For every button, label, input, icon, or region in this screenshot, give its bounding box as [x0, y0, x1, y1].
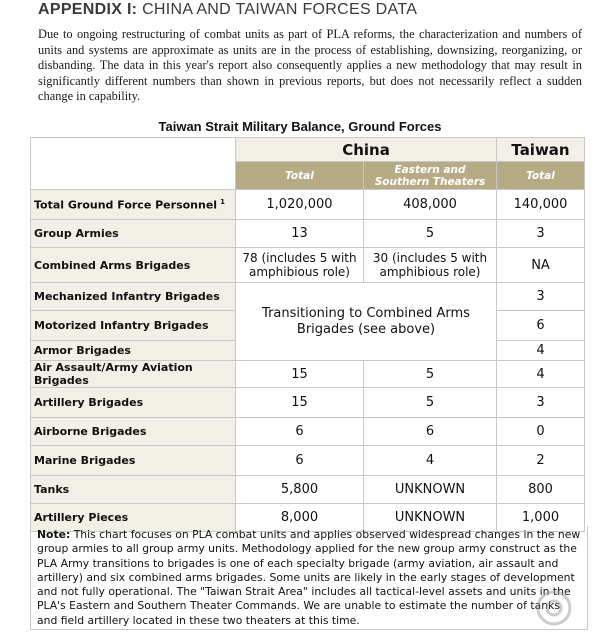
- table-note: [30, 526, 588, 630]
- taiwan-cell: NA: [497, 248, 585, 283]
- china-total-cell: 6: [236, 418, 364, 446]
- china-total-cell: 1,020,000: [236, 190, 364, 220]
- china-total-cell: 8,000: [236, 504, 364, 532]
- china-total-cell: 15: [236, 361, 364, 388]
- taiwan-cell: 0: [497, 418, 585, 446]
- taiwan-cell: 1,000: [497, 504, 585, 532]
- table-row: [31, 220, 585, 248]
- taiwan-header: Taiwan: [497, 138, 585, 162]
- taiwan-cell: 3: [497, 283, 585, 311]
- theaters-cell: 30 (includes 5 with amphibious role): [364, 248, 497, 283]
- row-label: Artillery Pieces: [31, 504, 236, 532]
- table-row: [31, 248, 585, 283]
- appendix-title: [38, 1, 417, 19]
- taiwan-cell: 6: [497, 311, 585, 341]
- row-label: Tanks: [31, 476, 236, 504]
- row-label: Marine Brigades: [31, 446, 236, 476]
- table-row: [31, 190, 585, 220]
- country-header-row: [31, 138, 585, 162]
- china-total-cell: 6: [236, 446, 364, 476]
- note-text: This chart focuses on PLA combat units and applies observed widespread changes in the new group armies to all group army units. Methodology applied for the new group army construct as the PLA Army transitions to brigades is one of each specialty brigade (army aviation, air assault and artillery) and six combined arms brigades. Some units are likely in the early stages of development and not fully operational. The "Taiwan Strait Area" includes all tactical-level assets and units in the PLA's Eastern and Southern Theater Commands. We are unable to estimate the number of tanks and field artillery located in these two theaters at this time.: [37, 528, 581, 627]
- row-label: Mechanized Infantry Brigades: [31, 283, 236, 311]
- row-label: Airborne Brigades: [31, 418, 236, 446]
- row-label: Artillery Brigades: [31, 388, 236, 418]
- taiwan-cell: 3: [497, 388, 585, 418]
- table-row: [31, 418, 585, 446]
- china-total-cell: 78 (includes 5 with amphibious role): [236, 248, 364, 283]
- theaters-cell: 408,000: [364, 190, 497, 220]
- china-header: China: [236, 138, 497, 162]
- corner-cell: [31, 138, 236, 190]
- theaters-cell: 5: [364, 220, 497, 248]
- table-row: [31, 361, 585, 388]
- intro-paragraph: Due to ongoing restructuring of combat units as part of PLA reforms, the characterization and numbers of units and systems are approximate as units are in the process of establishing, downsizing, reorganizing, or disbanding. The data in this year's report also consequently applies a new methodology that may result in significantly different numbers than shown in previous reports, but does not necessarily reflect a sudden change in capability.: [38, 27, 582, 103]
- theaters-cell: UNKNOWN: [364, 476, 497, 504]
- appendix-lead: APPENDIX I:: [38, 1, 138, 18]
- taiwan-cell: 3: [497, 220, 585, 248]
- row-label: Air Assault/Army Aviation Brigades: [31, 361, 236, 388]
- table-row: [31, 476, 585, 504]
- taiwan-cell: 4: [497, 361, 585, 388]
- table-title: Taiwan Strait Military Balance, Ground Forces: [158, 119, 442, 134]
- theaters-cell: 4: [364, 446, 497, 476]
- footnote-marker: 1: [220, 197, 225, 206]
- taiwan-cell: 800: [497, 476, 585, 504]
- china-total-cell: 5,800: [236, 476, 364, 504]
- theaters-cell: 5: [364, 388, 497, 418]
- theaters-cell: UNKNOWN: [364, 504, 497, 532]
- note-label: Note:: [37, 528, 71, 541]
- taiwan-cell: 2: [497, 446, 585, 476]
- table-row: [31, 283, 585, 311]
- china-theaters-header: Eastern and Southern Theaters: [364, 162, 497, 190]
- transition-note-cell: Transitioning to Combined Arms Brigades (see above): [236, 283, 497, 361]
- taiwan-total-header: Total: [497, 162, 585, 190]
- china-total-header: Total: [236, 162, 364, 190]
- row-label: Combined Arms Brigades: [31, 248, 236, 283]
- row-label: Armor Brigades: [31, 341, 236, 361]
- row-label: Group Armies: [31, 220, 236, 248]
- row-label: Motorized Infantry Brigades: [31, 311, 236, 341]
- table-row: [31, 388, 585, 418]
- taiwan-cell: 140,000: [497, 190, 585, 220]
- theaters-cell: 5: [364, 361, 497, 388]
- taiwan-cell: 4: [497, 341, 585, 361]
- theaters-cell: 6: [364, 418, 497, 446]
- forces-table: [30, 137, 585, 532]
- watermark-logo-icon: [530, 586, 578, 630]
- row-label: Total Ground Force Personnel $^1$: [31, 190, 236, 220]
- china-total-cell: 13: [236, 220, 364, 248]
- table-row: [31, 446, 585, 476]
- china-total-cell: 15: [236, 388, 364, 418]
- appendix-heading: CHINA AND TAIWAN FORCES DATA: [142, 1, 418, 18]
